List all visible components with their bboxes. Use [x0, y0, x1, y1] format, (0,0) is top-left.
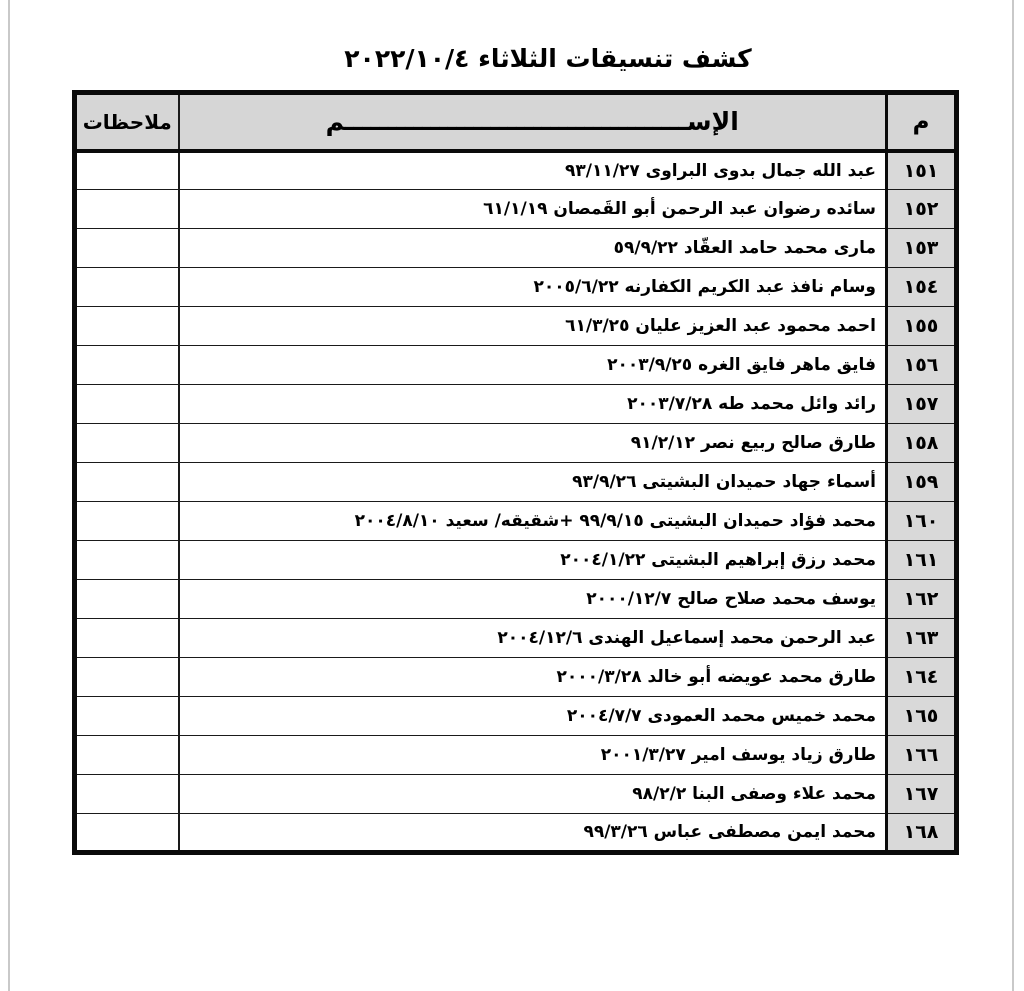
table-row: [75, 190, 957, 229]
row-serial: ١٥٤: [887, 268, 957, 307]
coordination-list-table: [72, 90, 959, 855]
row-serial: ١٥٣: [887, 229, 957, 268]
table-row: [75, 619, 957, 658]
row-name: محمد ايمن مصطفى عباس ٩٩/٣/٢٦: [179, 814, 887, 853]
row-notes: [75, 658, 179, 697]
page-edge-line-right: [1012, 0, 1014, 991]
table-row: [75, 541, 957, 580]
table-row: [75, 658, 957, 697]
row-notes: [75, 580, 179, 619]
header-serial: م: [887, 93, 957, 151]
row-name: محمد خميس محمد العمودى ٢٠٠٤/٧/٧: [179, 697, 887, 736]
table-row: [75, 307, 957, 346]
table-row: [75, 775, 957, 814]
row-notes: [75, 775, 179, 814]
row-serial: ١٥١: [887, 151, 957, 190]
row-serial: ١٦٢: [887, 580, 957, 619]
row-notes: [75, 736, 179, 775]
page-edge-line-left: [8, 0, 10, 991]
row-notes: [75, 385, 179, 424]
row-notes: [75, 151, 179, 190]
row-notes: [75, 190, 179, 229]
row-notes: [75, 424, 179, 463]
table-row: [75, 268, 957, 307]
row-name: مارى محمد حامد العقّاد ٥٩/٩/٢٢: [179, 229, 887, 268]
row-notes: [75, 502, 179, 541]
header-notes: ملاحظات: [75, 93, 179, 151]
row-notes: [75, 697, 179, 736]
table-row: [75, 385, 957, 424]
table-row: [75, 229, 957, 268]
row-notes: [75, 307, 179, 346]
table-row: [75, 424, 957, 463]
row-notes: [75, 346, 179, 385]
table-row: [75, 580, 957, 619]
row-name: فايق ماهر فايق الغره ٢٠٠٣/٩/٢٥: [179, 346, 887, 385]
row-serial: ١٥٧: [887, 385, 957, 424]
header-name: الإســــــــــــــــــــــــــــــــــــــــم: [179, 93, 887, 151]
row-name: طارق محمد عويضه أبو خالد ٢٠٠٠/٣/٢٨: [179, 658, 887, 697]
table-row: [75, 736, 957, 775]
row-name: محمد فؤاد حميدان البشيتى ٩٩/٩/١٥ +شقيقه/ سعيد ٢٠٠٤/٨/١٠: [179, 502, 887, 541]
row-name: محمد رزق إبراهيم البشيتى ٢٠٠٤/١/٢٢: [179, 541, 887, 580]
table-row: [75, 151, 957, 190]
row-notes: [75, 814, 179, 853]
row-name: محمد علاء وصفى البنا ٩٨/٢/٢: [179, 775, 887, 814]
row-serial: ١٦٤: [887, 658, 957, 697]
table-header-row: [75, 93, 957, 151]
row-name: طارق زياد يوسف امير ٢٠٠١/٣/٢٧: [179, 736, 887, 775]
row-serial: ١٥٦: [887, 346, 957, 385]
row-serial: ١٦٣: [887, 619, 957, 658]
row-serial: ١٥٩: [887, 463, 957, 502]
row-name: عبد الرحمن محمد إسماعيل الهندى ٢٠٠٤/١٢/٦: [179, 619, 887, 658]
row-name: رائد وائل محمد طه ٢٠٠٣/٧/٢٨: [179, 385, 887, 424]
row-notes: [75, 268, 179, 307]
row-serial: ١٥٢: [887, 190, 957, 229]
table-body: [75, 151, 957, 853]
row-name: سائده رضوان عبد الرحمن أبو القَمصان ٦١/١/١٩: [179, 190, 887, 229]
row-notes: [75, 229, 179, 268]
table-row: [75, 346, 957, 385]
row-serial: ١٦٠: [887, 502, 957, 541]
row-serial: ١٦٥: [887, 697, 957, 736]
row-notes: [75, 619, 179, 658]
row-name: يوسف محمد صلاح صالح ٢٠٠٠/١٢/٧: [179, 580, 887, 619]
table-row: [75, 463, 957, 502]
row-serial: ١٥٥: [887, 307, 957, 346]
row-notes: [75, 541, 179, 580]
row-serial: ١٦٧: [887, 775, 957, 814]
row-notes: [75, 463, 179, 502]
row-serial: ١٦٨: [887, 814, 957, 853]
row-serial: ١٥٨: [887, 424, 957, 463]
row-name: أسماء جهاد حميدان البشيتى ٩٣/٩/٢٦: [179, 463, 887, 502]
row-serial: ١٦٦: [887, 736, 957, 775]
row-serial: ١٦١: [887, 541, 957, 580]
row-name: احمد محمود عبد العزيز عليان ٦١/٣/٢٥: [179, 307, 887, 346]
row-name: عبد الله جمال بدوى البراوى ٩٣/١١/٢٧: [179, 151, 887, 190]
row-name: طارق صالح ربيع نصر ٩١/٢/١٢: [179, 424, 887, 463]
row-name: وسام نافذ عبد الكريم الكفارنه ٢٠٠٥/٦/٢٢: [179, 268, 887, 307]
table-row: [75, 814, 957, 853]
table-row: [75, 697, 957, 736]
document-title: كشف تنسيقات الثلاثاء ٢٠٢٢/١٠/٤: [344, 44, 752, 73]
table-row: [75, 502, 957, 541]
